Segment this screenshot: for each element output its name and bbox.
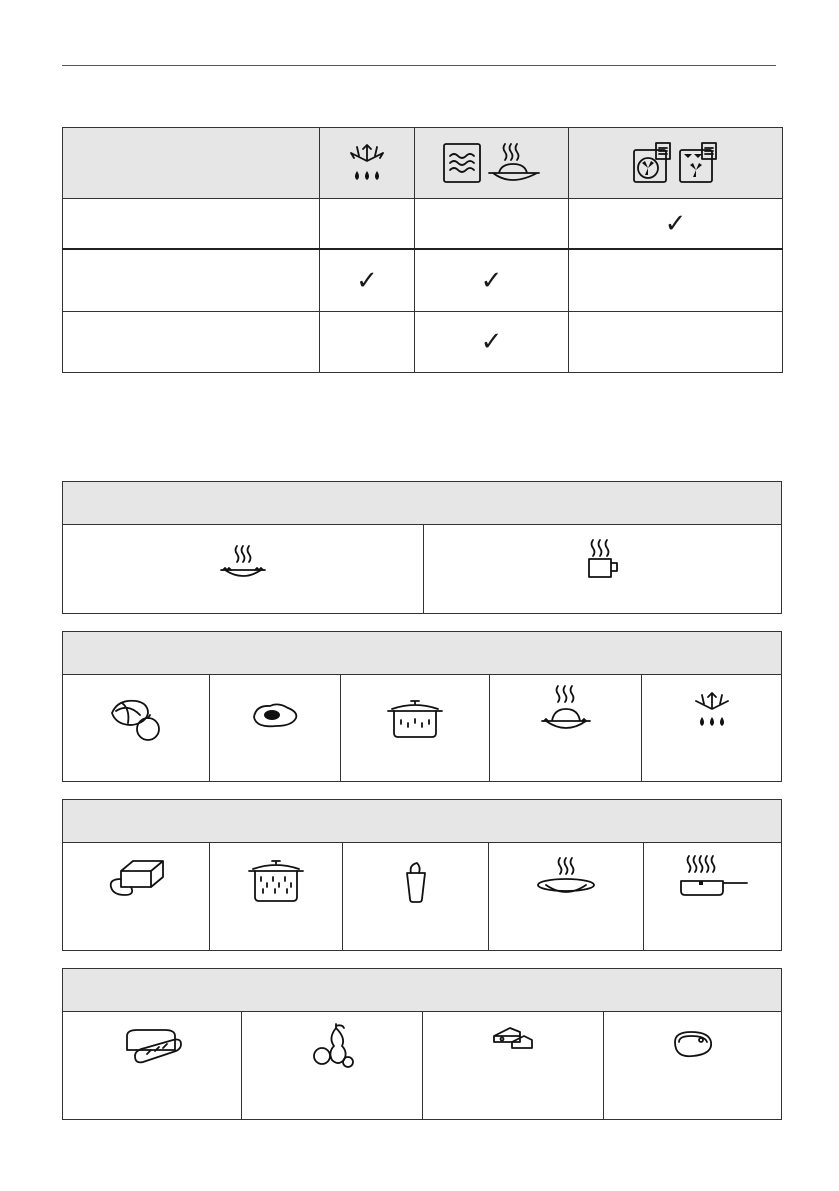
category-box-3 (62, 799, 782, 951)
meat-steak-icon (669, 1028, 715, 1060)
category-4-cell (423, 1012, 604, 1119)
hot-plate-icon (217, 543, 269, 583)
category-3-cell (210, 843, 344, 950)
category-4-title (63, 969, 781, 1012)
defrost-icon (690, 689, 734, 733)
category-2-cell (63, 675, 210, 781)
row-3-fan (569, 312, 783, 373)
category-2-cell (210, 675, 342, 781)
category-2-cell (490, 675, 643, 781)
soup-plate-icon (534, 855, 598, 899)
row-1-microwave (415, 199, 569, 250)
fan-modes-icon (632, 140, 720, 186)
boiling-pot-icon (245, 857, 307, 907)
header-fan-modes-cell (569, 128, 783, 199)
row-1-defrost (320, 199, 415, 250)
category-3-cell (644, 843, 781, 950)
check-mark: ✓ (356, 265, 378, 296)
check-mark: ✓ (480, 265, 503, 296)
header-microwave-cell (415, 128, 569, 199)
bread-icon (121, 1026, 183, 1066)
fruit-icon (308, 1022, 356, 1070)
hot-plate-icon (538, 683, 594, 733)
defrost-icon (345, 141, 389, 185)
row-1-label (63, 199, 320, 250)
category-2-cell (642, 675, 781, 781)
row-3-label (63, 312, 320, 373)
category-3-title (63, 800, 781, 843)
header-defrost-cell (320, 128, 415, 199)
row-3-microwave (415, 312, 569, 373)
category-4-cell (63, 1012, 242, 1119)
fruit-vegetables-icon (106, 695, 166, 743)
category-4-cell (604, 1012, 782, 1119)
row-3-defrost (320, 312, 415, 373)
row-2-fan (569, 249, 783, 312)
cooking-mode-table (62, 127, 783, 373)
microwave-plate-icon (441, 140, 543, 186)
row-2-defrost (320, 249, 415, 312)
top-rule (62, 65, 776, 66)
check-mark: ✓ (664, 208, 687, 239)
category-1-title (63, 482, 781, 525)
category-box-2 (62, 631, 782, 782)
row-1-fan (569, 199, 783, 250)
category-3-cell (489, 843, 645, 950)
category-3-cell (343, 843, 489, 950)
category-4-cell (242, 1012, 424, 1119)
category-box-4 (62, 968, 782, 1120)
category-2-cell (341, 675, 490, 781)
category-1-cell (424, 525, 781, 613)
egg-icon (250, 701, 300, 731)
row-2-label (63, 249, 320, 312)
row-2-microwave (415, 249, 569, 312)
hot-drink-icon (583, 537, 623, 583)
cup-icon (401, 859, 431, 907)
check-mark: ✓ (480, 327, 503, 357)
cooking-pot-icon (384, 695, 446, 741)
category-1-cell (63, 525, 424, 613)
category-box-1 (62, 481, 782, 614)
butter-icon (105, 857, 167, 903)
header-empty-cell (63, 128, 320, 199)
cheese-icon (490, 1024, 536, 1054)
frying-pan-icon (675, 853, 751, 901)
category-2-title (63, 632, 781, 675)
category-3-cell (63, 843, 210, 950)
